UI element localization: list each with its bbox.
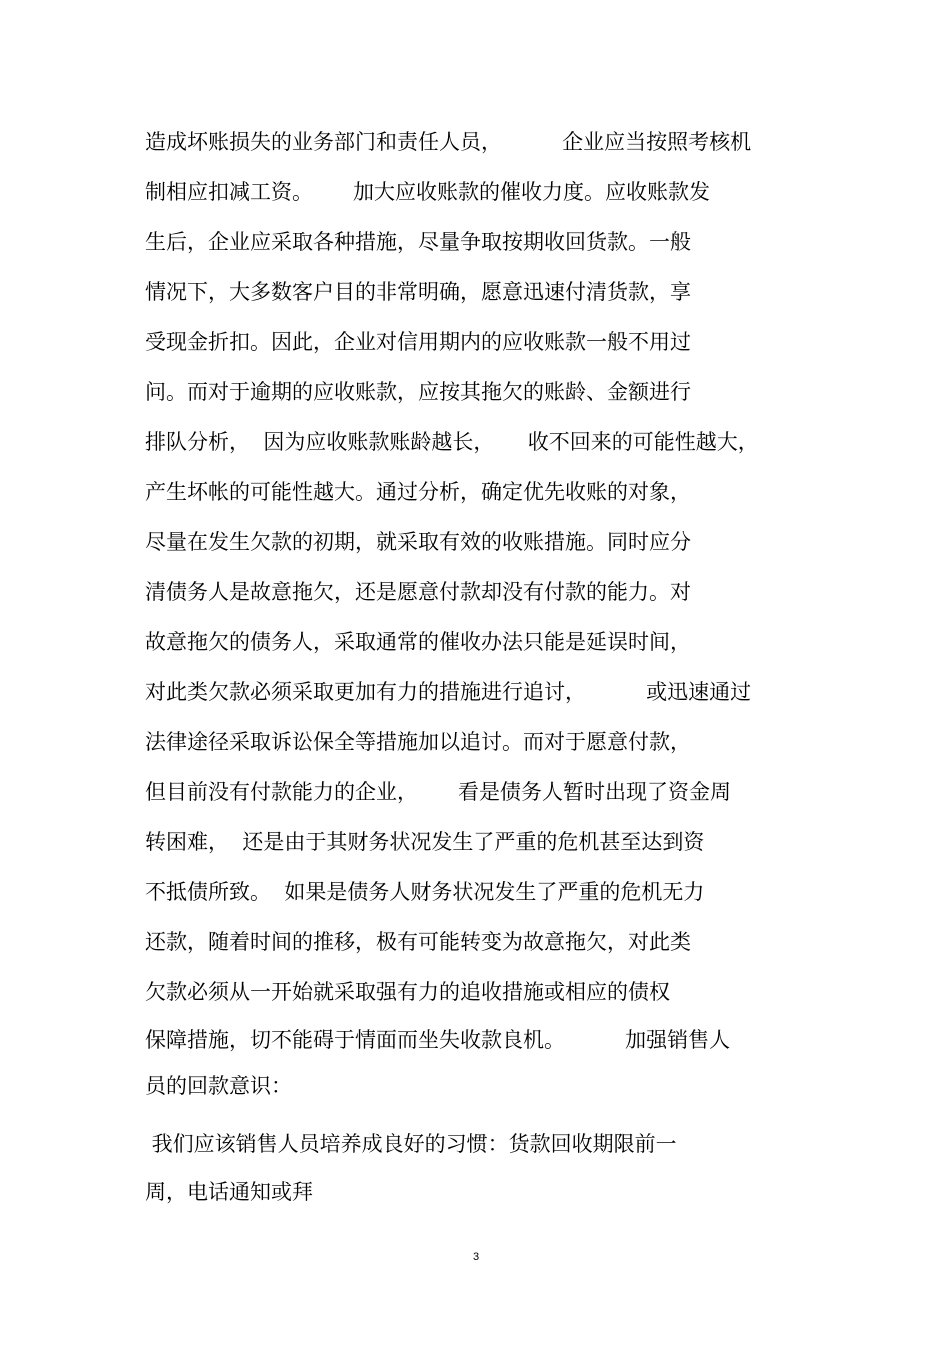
text-line: 排队分析， 因为应收账款账龄越长， 收不回来的可能性越大， [145,430,759,454]
text-line: 清债务人是故意拖欠，还是愿意付款却没有付款的能力。对 [145,580,691,604]
text-line: 员的回款意识： [145,1074,292,1098]
text-line: 受现金折扣。因此，企业对信用期内的应收账款一般不用过 [145,330,691,354]
text-line: 但目前没有付款能力的企业， 看是债务人暂时出现了资金周 [145,780,732,804]
text-line: 不抵债所致。 如果是债务人财务状况发生了严重的危机无力 [145,880,705,904]
text-line: 尽量在发生欠款的初期，就采取有效的收账措施。同时应分 [145,530,691,554]
text-line: 周，电话通知或拜 [145,1180,313,1204]
text-line: 制相应扣减工资。 加大应收账款的催收力度。应收账款发 [145,180,711,204]
text-line: 问。而对于逾期的应收账款，应按其拖欠的账龄、金额进行 [145,380,691,404]
text-line: 生后，企业应采取各种措施，尽量争取按期收回货款。一般 [145,230,691,254]
text-line: 欠款必须从一开始就采取强有力的追收措施或相应的债权 [145,980,670,1004]
text-line: 造成坏账损失的业务部门和责任人员， 企业应当按照考核机 [145,130,752,154]
text-line: 转困难， 还是由于其财务状况发生了严重的危机甚至达到资 [145,830,705,854]
text-line: 我们应该销售人员培养成良好的习惯：货款回收期限前一 [145,1132,677,1156]
text-line: 保障措施，切不能碍于情面而坐失收款良机。 加强销售人 [145,1028,731,1052]
text-line: 情况下，大多数客户目的非常明确，愿意迅速付清货款，享 [145,280,691,304]
text-line: 产生坏帐的可能性越大。通过分析，确定优先收账的对象， [145,480,691,504]
text-line: 还款，随着时间的推移，极有可能转变为故意拖欠，对此类 [145,930,691,954]
page-number: 3 [472,1251,480,1263]
text-line: 法律途径采取诉讼保全等措施加以追讨。而对于愿意付款， [145,730,691,754]
text-line: 对此类欠款必须采取更加有力的措施进行追讨， 或迅速通过 [145,680,752,704]
text-line: 故意拖欠的债务人，采取通常的催收办法只能是延误时间， [145,630,691,654]
